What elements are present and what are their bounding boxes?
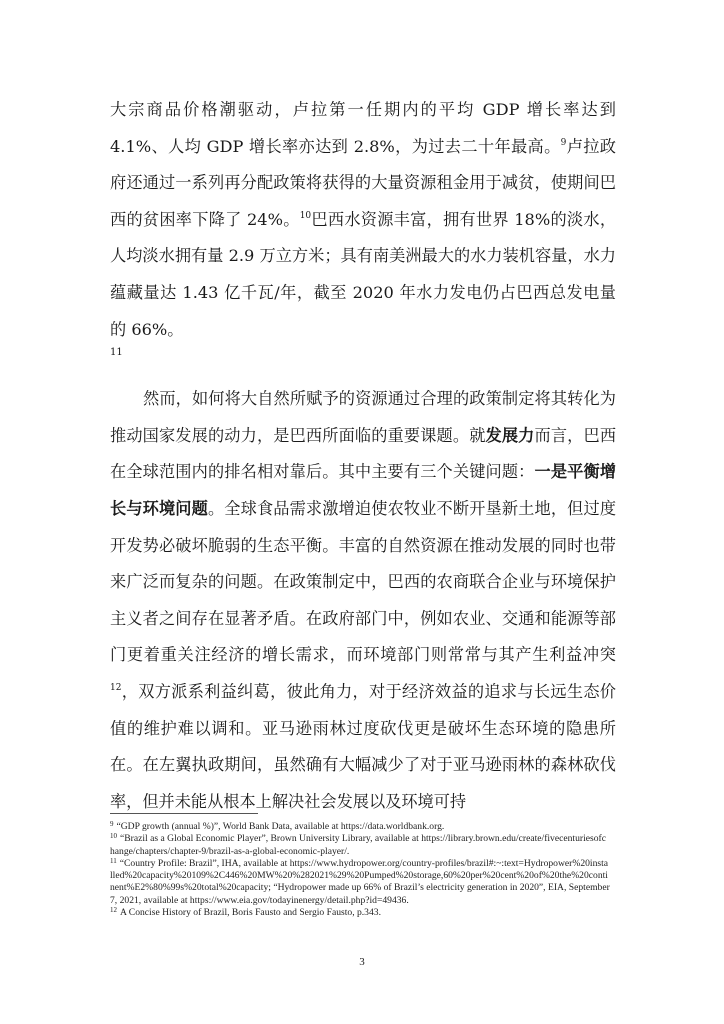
bold-term-first-issue: 一是平衡增长与环境问题: [110, 462, 617, 518]
footnotes: [110, 821, 610, 919]
paragraph-1-text-a: 大宗商品价格潮驱动，卢拉第一任期内的平均 GDP 增长率达到 4.1%、人均 GDP 增长率亦达到 2.8%，为过去二十年最高。: [110, 100, 616, 156]
paragraph-2-text-a: 然而，如何将大自然所赋予的资源通过合理的政策制定将其转化为推动国家发展的动力，是巴西所面临的重要课题。就: [110, 389, 616, 445]
footnote-number: 11: [110, 856, 117, 865]
footnote-11: [110, 858, 610, 907]
footnote-ref-9[interactable]: 9: [560, 137, 567, 148]
paragraph-1-text-b: 卢拉政府还通过一系列再分配政策将获得的大量资源租金用于减贫，使期间巴西的贫困率下降了 24%。: [110, 136, 616, 229]
footnote-text: “GDP growth (annual %)”, World Bank Data, available at https://data.worldbank.org.: [116, 821, 445, 832]
footnote-9: [110, 821, 610, 833]
paragraph-1: [110, 92, 616, 348]
footnote-ref-11[interactable]: 11: [110, 347, 123, 359]
paragraph-2-text-b: 而言，巴西在全球范围内的排名相对靠后。其中主要有三个关键问题：: [110, 425, 617, 482]
bold-term-development: 发展力: [485, 425, 535, 445]
footnote-text: A Concise History of Brazil, Boris Fausto and Sergio Fausto, p.343.: [120, 907, 381, 919]
footnote-separator: [110, 813, 258, 814]
footnote-number: 9: [110, 820, 114, 828]
footnote-10: [110, 833, 610, 858]
body-text: [110, 92, 616, 820]
paragraph-1-text-c: 巴西水资源丰富，拥有世界 18%的淡水，人均淡水拥有量 2.9 万立方米；具有南美洲最大的水力装机容量，水力蕴藏量达 1.43 亿千瓦/年，截至 2020 年水力发电仍占巴西总发电量的 66%。: [110, 209, 617, 339]
footnote-text: “Country Profile: Brazil”, IHA, available at https://www.hydropower.org/country-profiles/brazil#:~:text=Hydropower%20installed%20capacity%20109%2C446%20MW%20%282021%29%20Pumped%20storage,60%20per%20cent%20of%20the%20continent%E2%80%99s%20total%20capacity; “Hydropower made up 66% of Brazil’s electricity generation in 2020”, EIA, September 7, 2021, available at https://www.eia.gov/todayinenergy/detail.php?id=49436.: [110, 857, 610, 906]
paragraph-2-text-c: 。全球食品需求激增迫使农牧业不断开垦新土地，但过度开发势必破坏脆弱的生态平衡。丰富的自然资源在推动发展的同时也带来广泛而复杂的问题。在政策制定中，巴西的农商联合企业与环境保护主义者之间存在显著矛盾。在政府部门中，例如农业、交通和能源等部门更着重关注经济的增长需求，而环境部门则常常与其产生利益冲突: [110, 498, 617, 665]
page-number: 3: [359, 956, 365, 968]
footnote-ref-10[interactable]: 10: [299, 210, 312, 221]
paragraph-2: [110, 381, 616, 820]
paragraph-1-trailing-ref: [110, 340, 616, 363]
footnote-12: [110, 907, 610, 919]
footnote-number: 10: [110, 832, 117, 841]
footnote-ref-12[interactable]: 12: [110, 682, 122, 693]
footnote-text: “Brazil as a Global Economic Player”, Brown University Library, available at https://library.brown.edu/create/fivecenturiesofchange/chapters/chapter-9/brazil-as-a-global-economic-player/.: [110, 833, 606, 857]
footnote-number: 12: [110, 906, 117, 915]
paragraph-2-text-d: ，双方派系利益纠葛，彼此角力，对于经济效益的追求与长远生态价值的维护难以调和。亚马逊雨林过度砍伐更是破坏生态环境的隐患所在。在左翼执政期间，虽然确有大幅减少了对于亚马逊雨林的森林砍伐率，但并未能从根本上解决社会发展以及环境可持: [110, 681, 616, 811]
